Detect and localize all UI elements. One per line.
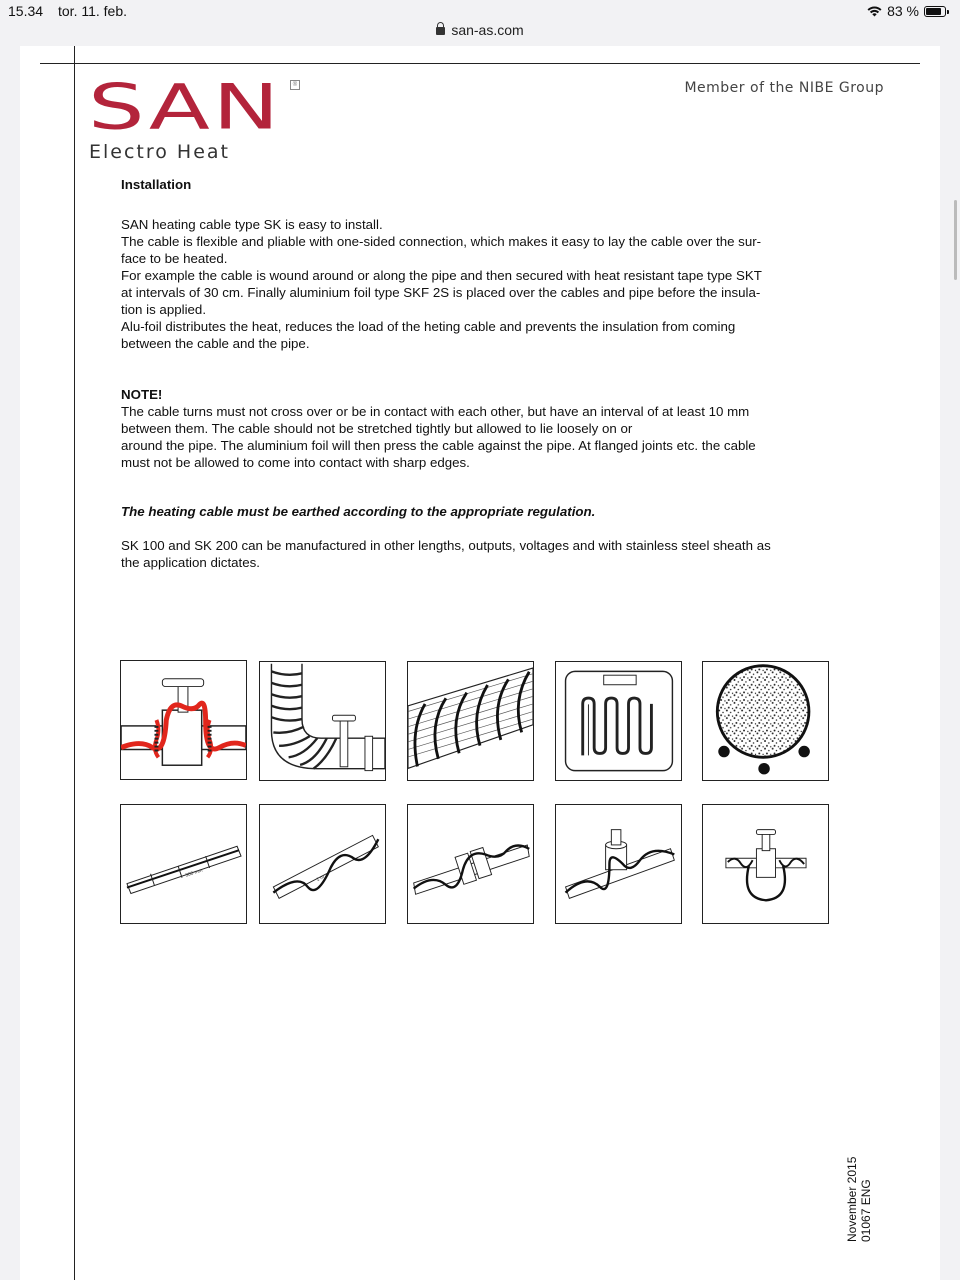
- wifi-icon: [867, 6, 882, 17]
- lock-icon: [436, 27, 445, 35]
- closing-line: SK 100 and SK 200 can be manufactured in other lengths, outputs, voltages and with stainless steel sheath as: [121, 538, 771, 553]
- section-heading: Installation: [121, 177, 192, 192]
- closing-line: the application dictates.: [121, 555, 260, 570]
- figure-pipe-flange-cable: [407, 804, 534, 924]
- para1-line: face to be heated.: [121, 251, 228, 266]
- dimension-label-a: 300 mm: [185, 868, 204, 879]
- para1-line: tion is applied.: [121, 302, 207, 317]
- note-line: between them. The cable should not be stretched tightly but allowed to lie loosely on or: [121, 421, 633, 436]
- document-content: [121, 176, 821, 571]
- document-footer-stamp: [845, 1157, 873, 1242]
- note-line: must not be allowed to come into contact with sharp edges.: [121, 455, 470, 470]
- para1-line: For example the cable is wound around or along the pipe and then secured with heat resistant tape type SKT: [121, 268, 762, 283]
- figure-spiral-wound-pipe: [407, 661, 534, 781]
- note-heading: NOTE!: [121, 387, 163, 402]
- url-text[interactable]: san-as.com: [451, 22, 524, 38]
- para1-line: Alu-foil distributes the heat, reduces the load of the heting cable and prevents the insulation from coming: [121, 319, 736, 334]
- earthing-warning: The heating cable must be earthed according to the appropriate regulation.: [121, 504, 596, 519]
- note-line: around the pipe. The aluminium foil will then press the cable against the pipe. At flanged joints etc. the cable: [121, 438, 756, 453]
- figure-valve-cable-loop: [702, 804, 829, 924]
- figure-tank-with-cable-loops: [555, 661, 682, 781]
- figure-pipe-cross-section: [702, 661, 829, 781]
- para1-line: SAN heating cable type SK is easy to install.: [121, 217, 383, 232]
- status-time: 15.34: [8, 3, 44, 19]
- note-line: The cable turns must not cross over or be in contact with each other, but have an interval of at least 10 mm: [121, 404, 750, 419]
- scrollbar[interactable]: [954, 200, 957, 280]
- footer-code: 01067 ENG: [859, 1179, 873, 1242]
- member-text: Member of the NIBE Group: [684, 80, 884, 96]
- para1-line: at intervals of 30 cm. Finally aluminium foil type SKF 2S is placed over the cables and pipe before the insula-: [121, 285, 761, 300]
- address-bar[interactable]: [0, 22, 960, 44]
- figure-valve-with-heating-cable: [120, 660, 247, 780]
- footer-date: November 2015: [845, 1156, 859, 1242]
- figure-pipe-t-joint-cable: [555, 804, 682, 924]
- status-bar: [0, 0, 960, 22]
- san-logo: SAN: [88, 70, 282, 144]
- header-rule: [40, 63, 920, 64]
- logo-subtitle: Electro Heat: [89, 141, 230, 163]
- figure-pipe-straight-cable-300mm: [120, 804, 247, 924]
- battery-percent: 83 %: [887, 3, 919, 19]
- para1-line: between the cable and the pipe.: [121, 336, 310, 351]
- battery-icon: [924, 6, 946, 17]
- para1-line: The cable is flexible and pliable with one-sided connection, which makes it easy to lay the cable over the sur-: [121, 234, 762, 249]
- margin-rule: [74, 46, 75, 1280]
- figure-pipe-bend-with-cable: [259, 661, 386, 781]
- figure-pipe-spiral-cable-1m: [259, 804, 386, 924]
- dimension-label-b: 1 m: [315, 874, 326, 883]
- status-date: tor. 11. feb.: [58, 3, 128, 19]
- registered-mark: ®: [290, 80, 300, 90]
